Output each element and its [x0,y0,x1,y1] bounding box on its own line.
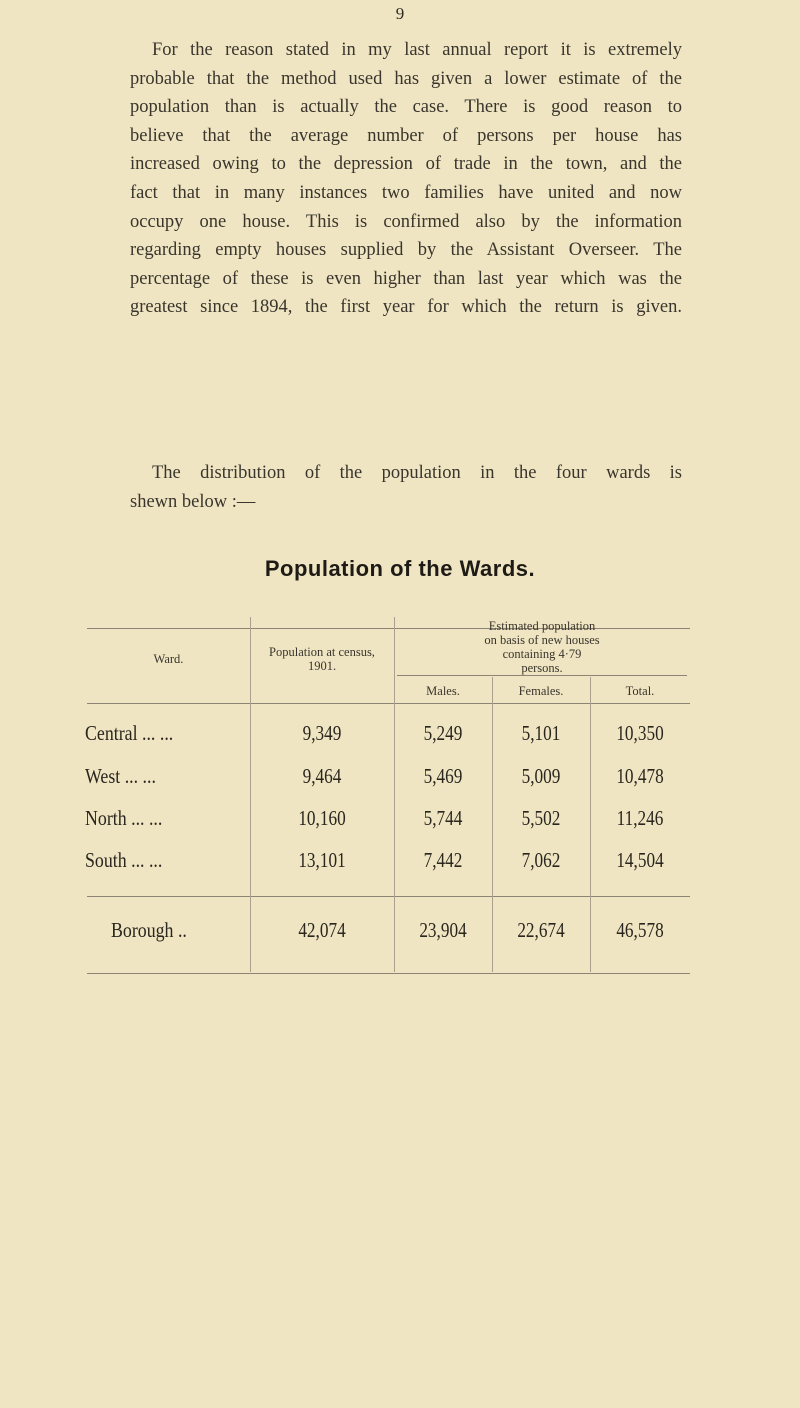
header-males: Males. [426,684,460,698]
text-line: shewn below :— [130,491,256,512]
ward-name: West ... ... [85,764,156,788]
header-estimated [394,619,690,675]
paragraph-population-estimate [130,36,682,322]
header-census-line: 1901. [307,659,337,673]
text-line: occupy one house. This is confirmed also by the information [130,211,682,232]
header-estimated-line: persons. [521,661,563,675]
text-line: The distribution of the population in the four wards is [152,463,682,483]
census-value: 13,101 [298,848,346,872]
header-estimated-line: containing 4·79 [502,647,582,661]
header-estimated-line: Estimated population [488,619,596,633]
text-line: fact that in many instances two families have united and now [130,182,682,203]
header-estimated-line: on basis of new houses [484,633,600,647]
females-value: 5,502 [521,806,561,830]
females-value: 7,062 [521,848,561,872]
header-census [250,645,394,673]
text-line: regarding empty houses supplied by the Assistant Overseer. The [130,240,682,261]
total-value: 10,478 [616,764,664,788]
males-value: 5,469 [423,764,463,788]
column-divider [492,677,493,972]
total-value: 11,246 [616,806,664,830]
females-value: 5,009 [521,764,561,788]
females-total: 22,674 [517,918,565,942]
census-value: 10,160 [298,806,346,830]
grand-total: 46,578 [616,918,664,942]
header-total: Total. [625,684,655,698]
females-value: 5,101 [521,721,561,745]
header-females: Females. [518,684,564,698]
header-census-line: Population at census, [269,645,375,659]
males-value: 7,442 [423,848,463,872]
census-value: 9,464 [302,764,342,788]
text-line: percentage of these is even higher than last year which was the [130,268,682,289]
total-value: 14,504 [616,848,664,872]
borough-label: Borough .. [111,918,187,942]
header-ward: Ward. [153,652,184,666]
males-total: 23,904 [419,918,467,942]
ward-name: North ... ... [85,806,163,830]
text-line: believe that the average number of persons per house has [130,125,682,146]
estimated-subheader-rule [397,675,687,676]
text-line: For the reason stated in my last annual report it is extremely [152,40,682,60]
census-value: 9,349 [302,721,342,745]
text-line: population than is actually the case. There is good reason to [130,97,682,118]
ward-name: South ... ... [85,848,163,872]
total-value: 10,350 [616,721,664,745]
total-rule [87,896,690,897]
table-bottom-rule [87,973,690,974]
text-line: increased owing to the depression of trade in the town, and the [130,154,682,175]
page-number: 9 [395,4,405,23]
header-bottom-rule [87,703,690,704]
ward-name: Central ... ... [85,721,174,745]
text-line: probable that the method used has given a lower estimate of the [130,68,682,89]
column-divider [590,677,591,972]
table-title: Population of the Wards. [264,556,536,581]
males-value: 5,744 [423,806,463,830]
text-line: greatest since 1894, the first year for which the return is given. [130,297,682,318]
census-total: 42,074 [298,918,346,942]
paragraph-distribution [130,459,682,516]
males-value: 5,249 [423,721,463,745]
